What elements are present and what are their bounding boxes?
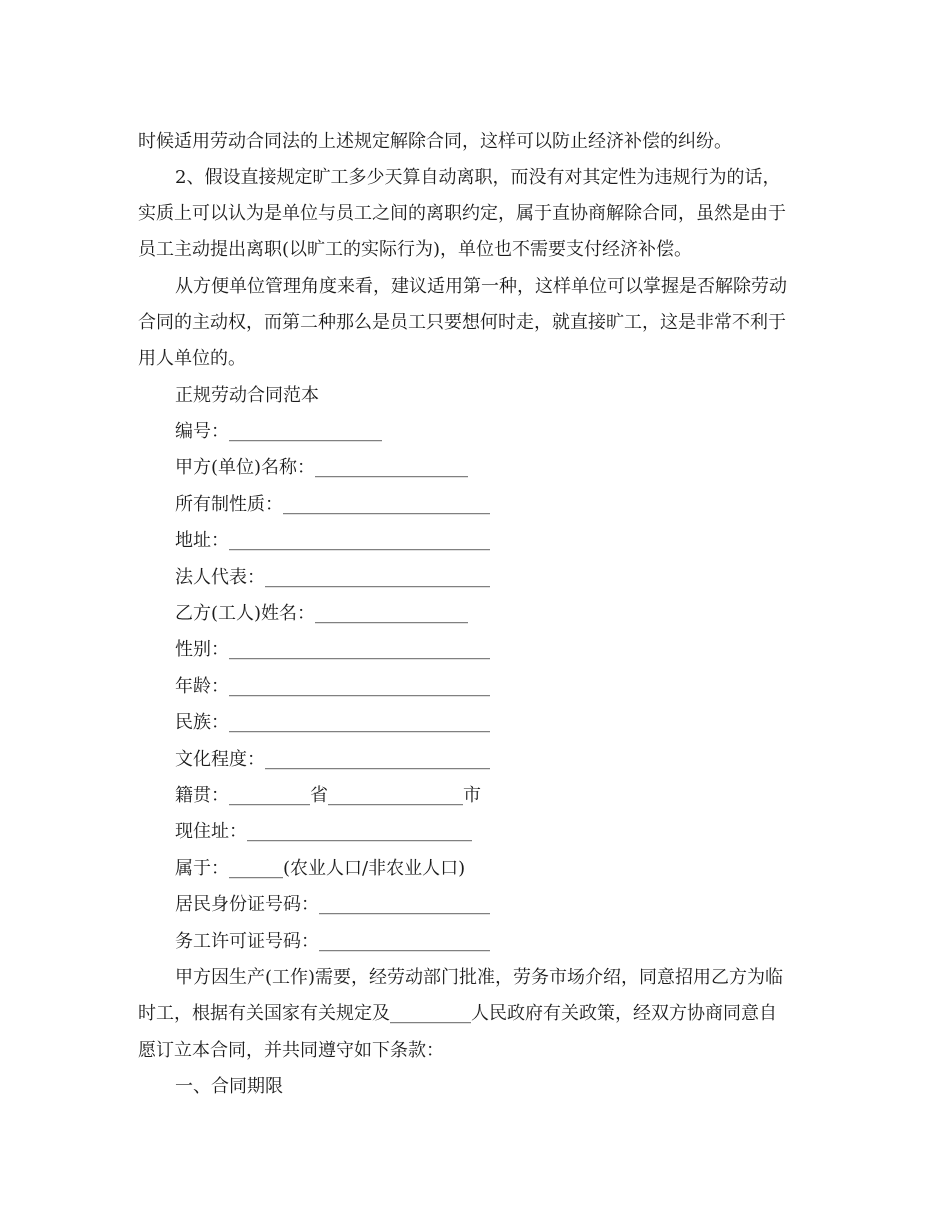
form-field-line: 民族：_____________________________ <box>175 712 490 733</box>
form-field-line: 籍贯：_________省_______________市 <box>175 785 481 806</box>
paragraph-line: 从方便单位管理角度来看，建议适用第一种，这样单位可以掌握是否解除劳动 <box>175 276 787 297</box>
form-field-line: 性别：_____________________________ <box>175 639 490 660</box>
form-field-line: 年龄：_____________________________ <box>175 676 490 697</box>
form-field-line: 所有制性质：_______________________ <box>175 494 490 515</box>
form-field-line: 编号：_________________ <box>175 421 382 442</box>
paragraph-line: 甲方因生产(工作)需要，经劳动部门批准，劳务市场介绍，同意招用乙方为临 <box>175 967 784 988</box>
form-field-line: 务工许可证号码：___________________ <box>175 931 490 952</box>
paragraph-line: 时工，根据有关国家有关规定及_________人民政府有关政策，经双方协商同意自 <box>138 1003 777 1024</box>
paragraph-line: 员工主动提出离职(以旷工的实际行为)，单位也不需要支付经济补偿。 <box>138 239 693 260</box>
paragraph-line: 实质上可以认为是单位与员工之间的离职约定，属于直协商解除合同，虽然是由于 <box>138 203 786 224</box>
form-field-line: 属于：______(农业人口/非农业人口) <box>175 858 466 879</box>
paragraph-line: 用人单位的。 <box>138 348 246 369</box>
paragraph-line: 2、假设直接规定旷工多少天算自动离职，而没有对其定性为违规行为的话， <box>175 167 781 188</box>
paragraph-line: 时候适用劳动合同法的上述规定解除合同，这样可以防止经济补偿的纠纷。 <box>138 131 732 152</box>
section-heading: 一、合同期限 <box>175 1076 283 1097</box>
paragraph-line: 愿订立本合同，并共同遵守如下条款： <box>138 1040 444 1061</box>
form-field-line: 乙方(工人)姓名：_________________ <box>175 603 469 624</box>
paragraph-line: 合同的主动权，而第二种那么是员工只要想何时走，就直接旷工，这是非常不利于 <box>138 312 786 333</box>
form-field-line: 法人代表：_________________________ <box>175 567 490 588</box>
form-field-line: 文化程度：_________________________ <box>175 749 490 770</box>
form-field-line: 现住址：_________________________ <box>175 821 472 842</box>
form-field-line: 居民身份证号码：___________________ <box>175 894 490 915</box>
form-field-line: 地址：_____________________________ <box>175 530 490 551</box>
contract-title: 正规劳动合同范本 <box>175 385 319 406</box>
form-field-line: 甲方(单位)名称：_________________ <box>175 457 469 478</box>
